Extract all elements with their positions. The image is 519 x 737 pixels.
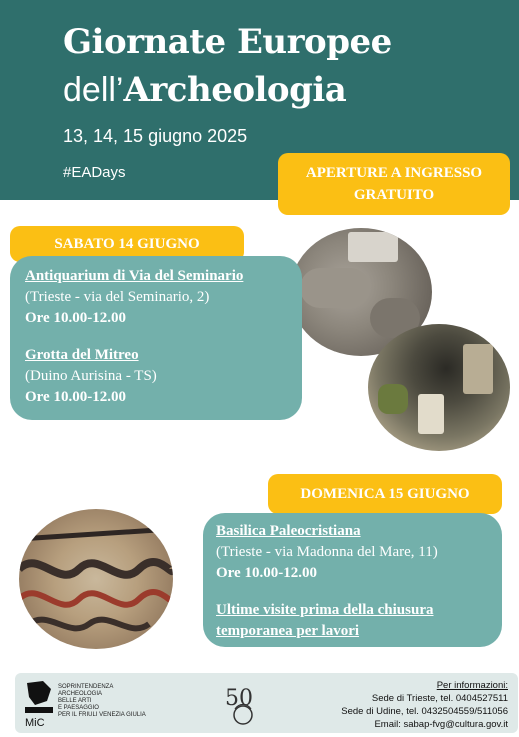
basilica-location: (Trieste - via Madonna del Mare, 11) xyxy=(216,544,438,560)
mitreo-hours: Ore 10.00-12.00 xyxy=(25,389,126,405)
fifty-logo-text: 50 xyxy=(225,686,253,711)
ministry-line: ARCHEOLOGIA xyxy=(58,691,103,697)
closure-note-line-1: Ultime visite prima della chiusura xyxy=(216,602,434,618)
sunday-sites-box xyxy=(203,513,502,647)
mic-logo-text: MiC xyxy=(25,717,45,729)
open-access-line-1: APERTURE A INGRESSO xyxy=(305,165,483,181)
mic-logo-icon xyxy=(21,679,57,729)
mosaic-pattern-icon xyxy=(19,509,173,649)
mitreo-location: (Duino Aurisina - TS) xyxy=(25,368,157,384)
basilica-mosaic-photo xyxy=(19,509,173,649)
ministry-name xyxy=(58,684,148,719)
ministry-line: E PAESAGGIO xyxy=(58,705,99,711)
mitreo-name: Grotta del Mitreo xyxy=(25,347,139,363)
ministry-line: BELLE ARTI xyxy=(58,698,92,704)
antiquarium-name: Antiquarium di Via del Seminario xyxy=(25,268,244,284)
antiquarium-hours: Ore 10.00-12.00 xyxy=(25,310,126,326)
ministry-line: PER IL FRIULI VENEZIA GIULIA xyxy=(58,712,146,718)
saturday-sites-box xyxy=(10,256,302,420)
antiquarium-location: (Trieste - via del Seminario, 2) xyxy=(25,289,210,305)
photo-detail xyxy=(418,394,444,434)
photo-detail xyxy=(300,268,370,308)
contact-info xyxy=(341,679,508,731)
info-heading: Per informazioni: xyxy=(436,680,508,691)
ministry-line: SOPRINTENDENZA xyxy=(58,684,114,690)
mitreo-photo xyxy=(368,324,510,451)
fifty-years-logo-icon xyxy=(221,679,263,729)
closure-note-line-2: temporanea per lavori xyxy=(216,623,360,639)
basilica-hours: Ore 10.00-12.00 xyxy=(216,565,317,581)
title-bold: Archeologia xyxy=(123,70,347,110)
photo-detail xyxy=(348,232,398,262)
event-dates: 13, 14, 15 giugno 2025 xyxy=(63,126,248,146)
photo-detail xyxy=(378,384,408,414)
title-prefix: dell’ xyxy=(63,71,124,109)
info-email[interactable]: Email: sabap-fvg@cultura.gov.it xyxy=(374,719,508,730)
title-line-1: Giornate Europee xyxy=(63,22,392,62)
open-access-line-2: GRATUITO xyxy=(353,187,435,203)
title-line-2 xyxy=(63,70,346,110)
open-access-badge xyxy=(278,153,510,215)
hashtag: #EADays xyxy=(63,164,126,181)
footer xyxy=(15,673,518,733)
photo-detail xyxy=(463,344,493,394)
sunday-badge: DOMENICA 15 GIUGNO xyxy=(268,474,502,514)
saturday-badge: SABATO 14 GIUGNO xyxy=(10,226,244,262)
basilica-name: Basilica Paleocristiana xyxy=(216,523,361,539)
info-trieste: Sede di Trieste, tel. 0404527511 xyxy=(371,693,508,704)
info-udine: Sede di Udine, tel. 0432504559/511056 xyxy=(341,706,508,717)
